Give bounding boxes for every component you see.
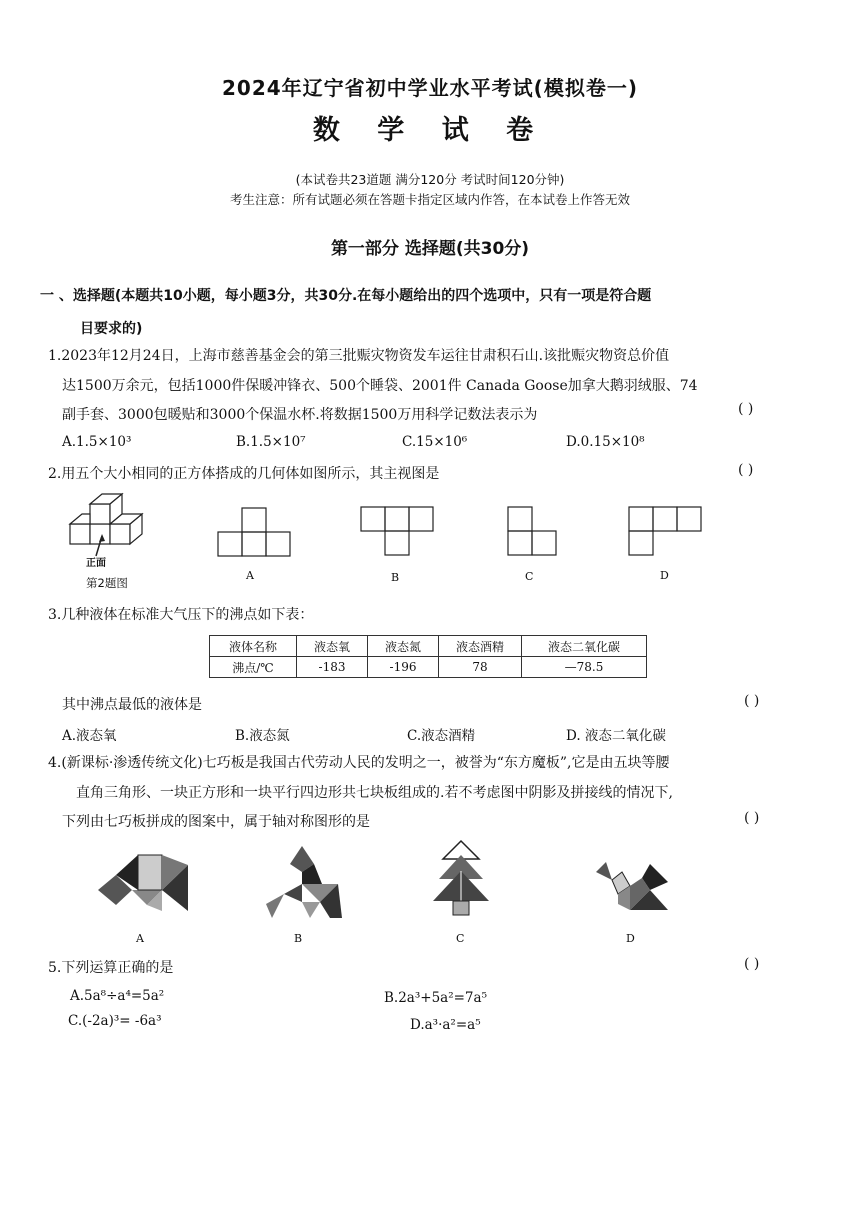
section-heading-line2: 目要求的) (80, 321, 143, 337)
exam-subtitle: 数 学 试 卷 (312, 115, 548, 146)
table-cell: -196 (368, 657, 439, 678)
table-header-row (210, 636, 647, 657)
q4-tangram-a (98, 853, 192, 915)
table-header-cell: 液体名称 (210, 636, 297, 657)
table-cell: 78 (439, 657, 522, 678)
table-header-cell: 液态二氧化碳 (522, 636, 647, 657)
part-title: 第一部分 选择题(共30分) (330, 239, 530, 259)
q1-option-a: A.1.5×10³ (62, 434, 132, 450)
q2-label-b: B (391, 571, 400, 584)
table-cell: -183 (297, 657, 368, 678)
table-cell: 沸点/℃ (210, 657, 297, 678)
q1-line1: 1.2023年12月24日，上海市慈善基金会的第三批赈灾物资发车运往甘肃积石山.该批赈灾物资总价值 (48, 348, 670, 364)
q4-tangram-d (592, 858, 674, 914)
q4-line2: 直角三角形、一块正方形和一块平行四边形共七块板组成的.若不考虑图中阴影及拼接线的情况下, (76, 785, 673, 801)
q3-option-c: C.液态酒精 (407, 728, 476, 744)
table-row (210, 657, 647, 678)
section-heading-line1: 一 、选择题(本题共10小题，每小题3分，共30分.在每小题给出的四个选项中，只有一项是符合题 (40, 288, 652, 304)
q5-option-a: A.5a⁸÷a⁴=5a² (70, 988, 165, 1004)
q4-label-a: A (136, 932, 144, 945)
q4-line3: 下列由七巧板拼成的图案中，属于轴对称图形的是 (62, 814, 370, 830)
q5-option-d: D.a³·a²=a⁵ (410, 1017, 481, 1033)
q4-label-c: C (456, 932, 465, 945)
q2-answer-paren: ( ) (738, 462, 754, 478)
q2-option-a-figure (218, 508, 290, 556)
q4-answer-paren: ( ) (744, 810, 760, 826)
q1-answer-paren: ( ) (738, 401, 754, 417)
table-header-cell: 液态酒精 (439, 636, 522, 657)
q3-text: 3.几种液体在标准大气压下的沸点如下表： (48, 607, 314, 623)
q4-label-b: B (294, 932, 303, 945)
table-header-cell: 液态氮 (368, 636, 439, 657)
exam-notice: 考生注意：所有试题必须在答题卡指定区域内作答，在本试卷上作答无效 (229, 192, 630, 207)
q2-figure-caption: 第2题图 (86, 576, 128, 590)
q5-option-c: C.(-2a)³= -6a³ (68, 1013, 162, 1029)
q1-line2: 达1500万余元，包括1000件保暖冲锋衣、500个睡袋、2001件 Canada Goose加拿大鹅羽绒服、74 (62, 378, 698, 394)
q2-option-d-figure (629, 507, 701, 555)
table-cell: —78.5 (522, 657, 647, 678)
q2-front-label: 正面 (86, 558, 106, 569)
q1-line3: 副手套、3000包暖贴和3000个保温水杯.将数据1500万用科学记数法表示为 (62, 407, 538, 423)
q3-option-a: A.液态氧 (62, 728, 117, 744)
q2-option-c-figure (508, 507, 556, 555)
table-header-cell: 液态氧 (297, 636, 368, 657)
exam-info: (本试卷共23道题 满分120分 考试时间120分钟) (295, 172, 565, 187)
boiling-point-table (209, 635, 647, 678)
q3-option-b: B.液态氮 (235, 728, 290, 744)
q4-line1: 4.(新课标·渗透传统文化)七巧板是我国古代劳动人民的发明之一，被誉为“东方魔板”,它是由五块等腰 (48, 755, 670, 771)
q5-text: 5.下列运算正确的是 (48, 960, 174, 976)
q2-text: 2.用五个大小相同的正方体搭成的几何体如图所示，其主视图是 (48, 466, 440, 482)
q1-option-b: B.1.5×10⁷ (236, 434, 306, 450)
q4-tangram-c (429, 841, 493, 917)
q2-option-b-figure (361, 507, 433, 555)
q5-option-b: B.2a³+5a²=7a⁵ (384, 990, 487, 1006)
q2-label-d: D (660, 569, 669, 582)
q3-option-d: D. 液态二氧化碳 (566, 728, 666, 744)
q3-answer-paren: ( ) (744, 693, 760, 709)
q1-option-c: C.15×10⁶ (402, 434, 468, 450)
q5-answer-paren: ( ) (744, 956, 760, 972)
exam-title: 2024年辽宁省初中学业水平考试(模拟卷一) (222, 76, 638, 100)
q3-question: 其中沸点最低的液体是 (62, 697, 202, 713)
q1-option-d: D.0.15×10⁸ (566, 434, 645, 450)
q4-label-d: D (626, 932, 635, 945)
q2-label-a: A (246, 569, 254, 582)
q2-cube-figure (66, 494, 156, 566)
q4-tangram-b (262, 844, 346, 920)
q2-label-c: C (525, 570, 534, 583)
